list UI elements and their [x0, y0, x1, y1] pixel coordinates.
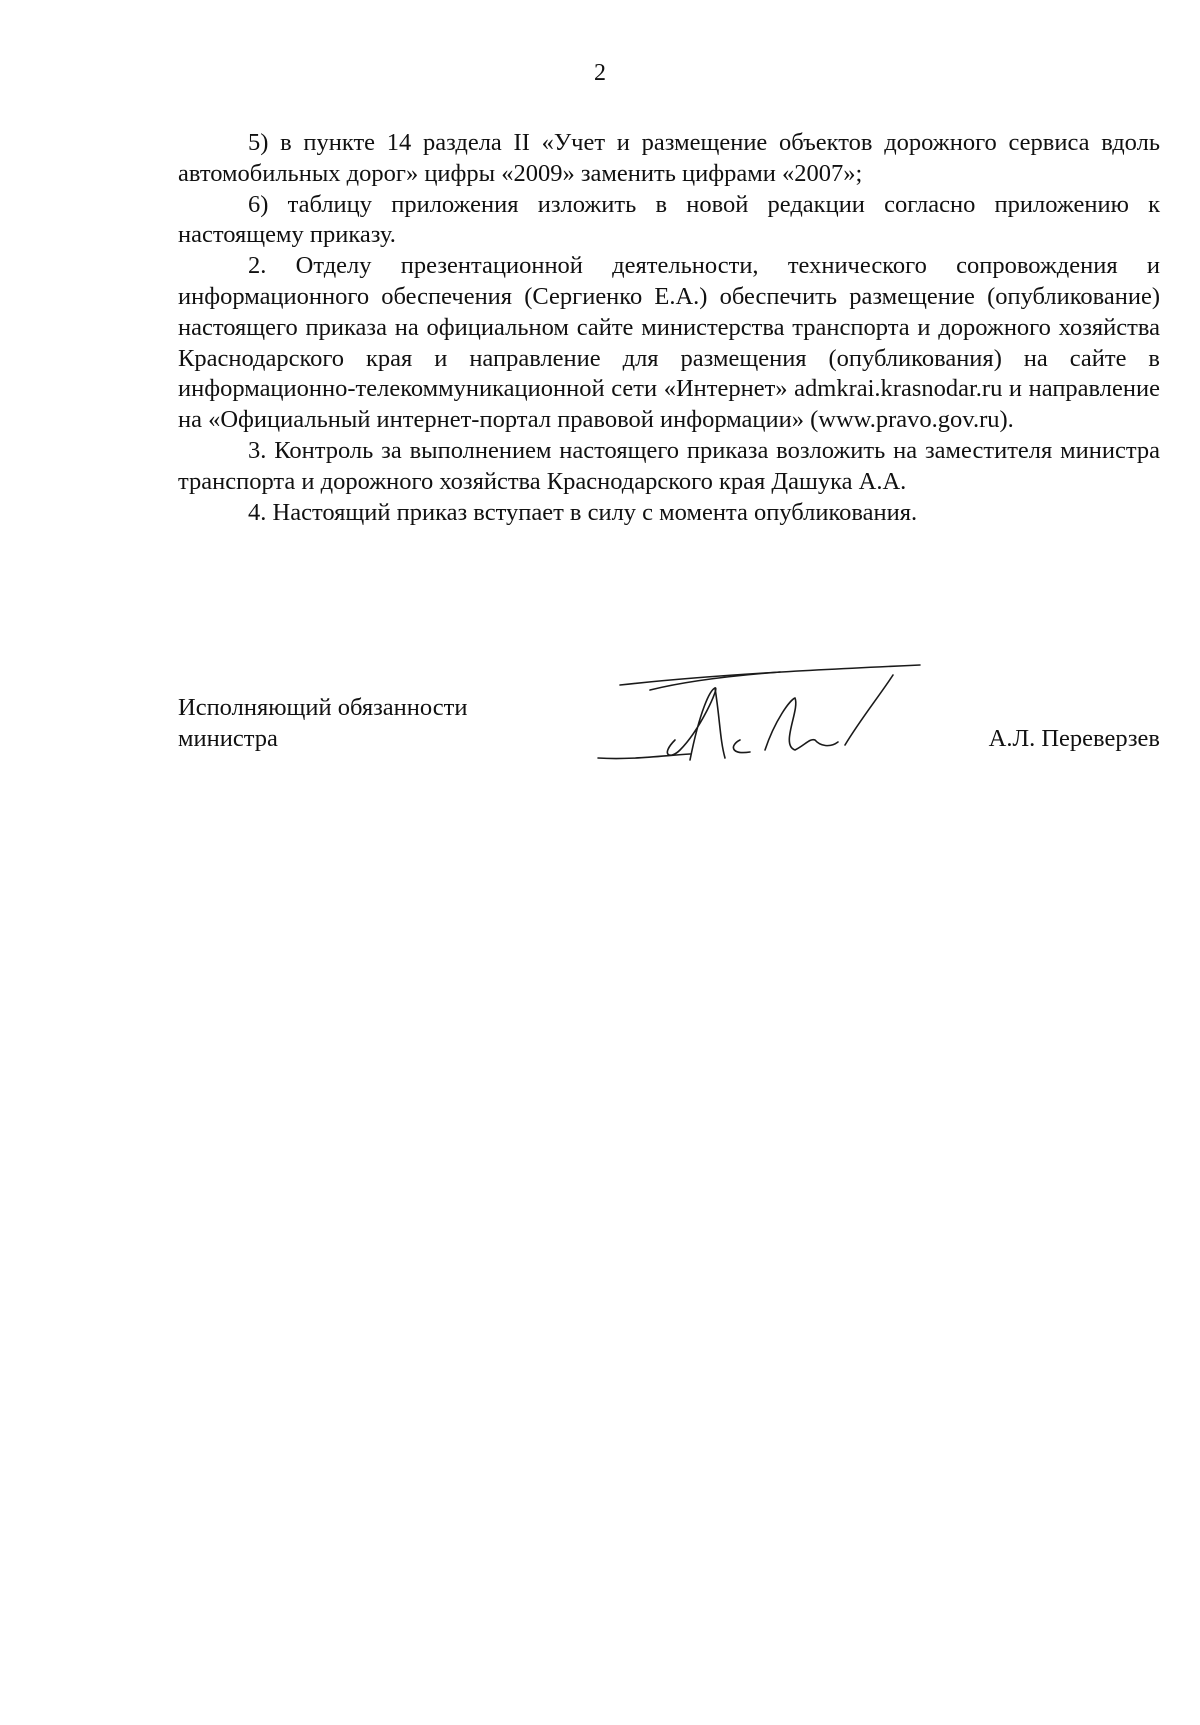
signatory-name: А.Л. Переверзев	[988, 725, 1160, 752]
page-number: 2	[594, 60, 606, 86]
paragraph-item-6: 6) таблицу приложения изложить в новой редакции согласно приложению к настоящему приказу.	[178, 190, 1160, 249]
paragraph-item-5: 5) в пункте 14 раздела II «Учет и размещение объектов дорожного сервиса вдоль автомобильных дорог» цифры «2009» заменить цифрами «2007»;	[178, 129, 1160, 187]
signatory-title	[178, 692, 467, 754]
paragraph-3-control: 3. Контроль за выполнением настоящего приказа возложить на заместителя министра транспорта и дорожного хозяйства Краснодарского края Дашука А.А.	[178, 436, 1160, 495]
paragraph-2-publication: 2. Отделу презентационной деятельности, технического сопровождения и информационного обеспечения (Сергиенко Е.А.) обеспечить размещение (опубликование) настоящего приказа на официальном сайте министерства транспорта и дорожного хозяйства Краснодарского края и направление для размещения (опубликования) на сайте в информационно-телекоммуникационной сети «Интернет» admkrai.krasnodar.ru и направление на «Официальный интернет-портал правовой информации» (www.pravo.gov.ru).	[178, 252, 1160, 434]
document-body	[178, 128, 1160, 528]
signatory-title-line1: Исполняющий обязанности	[178, 694, 468, 721]
signatory-title-line2: министра	[178, 725, 278, 752]
handwritten-signature	[590, 650, 930, 770]
paragraph-4-effect: 4. Настоящий приказ вступает в силу с момента опубликования.	[248, 498, 918, 526]
